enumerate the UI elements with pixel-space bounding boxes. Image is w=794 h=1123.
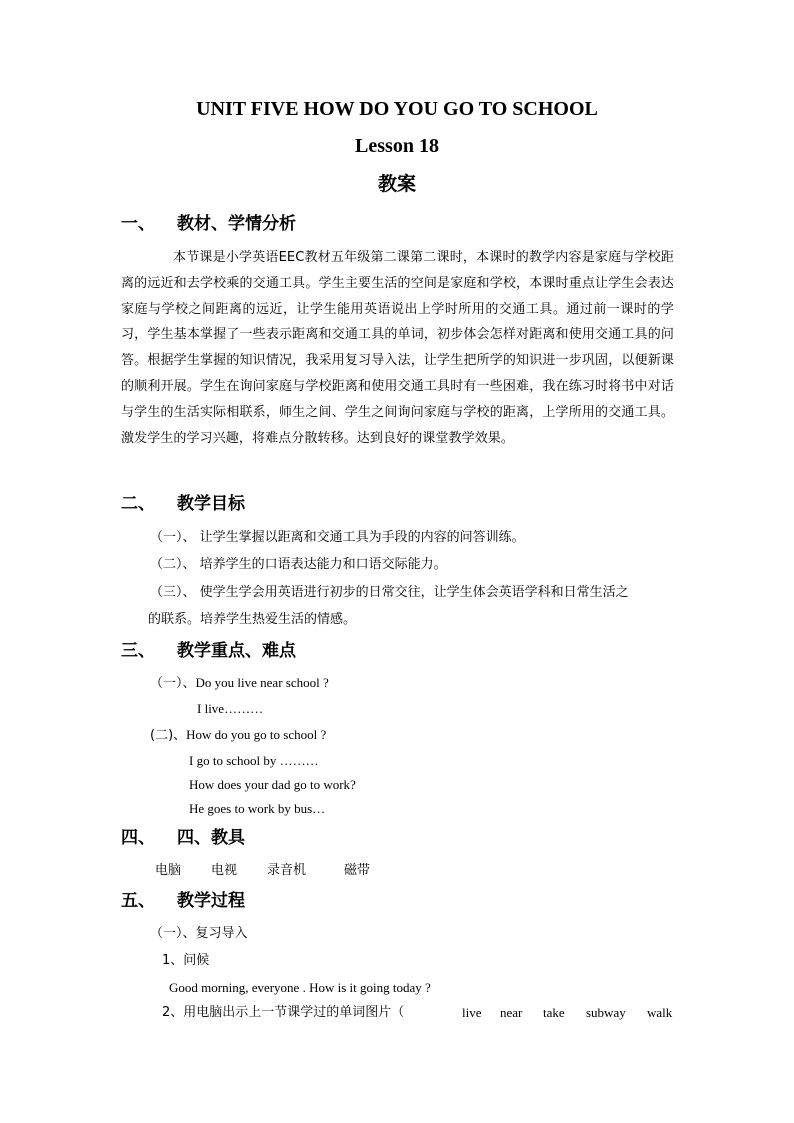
section-title: 教材、学情分析 bbox=[177, 214, 296, 234]
process-substep-2: 2、用电脑出示上一节课学过的单词图片（ bbox=[162, 1005, 405, 1020]
objective-3: （三）、 使学生学会用英语进行初步的日常交往，让学生体会英语学科和日常生活之 bbox=[150, 585, 629, 600]
section-title: 教学过程 bbox=[177, 891, 245, 911]
keypoint-1-answer: I live……… bbox=[197, 701, 264, 716]
section-heading-3 bbox=[121, 639, 296, 663]
analysis-paragraph: 本节课是小学英语EEC教材五年级第二课第二课时，本课时的教学内容是家庭与学校距离的远近和去学校乘的交通工具。学生主要生活的空间是家庭和学校，本课时重点让学生会表达家庭与学校之间距离的远近，让学生能用英语说出上学时所用的交通工具。通过前一课时的学习，学生基本掌握了一些表示距离和交通工具的单词，初步体会怎样对距离和使用交通工具的问答。根据学生掌握的知识情况，我采用复习导入法，让学生把所学的知识进一步巩固，以便新课的顺利开展。学生在询问家庭与学校距离和使用交通工具时有一些困难，我在练习时将书中对话与学生的生活实际相联系，师生之间、学生之间询问家庭与学校的距离，上学所用的交通工具。激发学生的学习兴趣，将难点分散转移。达到良好的课堂教学效果。 bbox=[121, 250, 674, 446]
keypoint-label: （一）、 bbox=[150, 676, 196, 691]
greeting-line: Good morning, everyone . How is it going today ? bbox=[169, 980, 431, 995]
section-heading-4 bbox=[121, 826, 245, 850]
section-heading-5 bbox=[121, 889, 245, 913]
objective-3-continued: 的联系。培养学生热爱生活的情感。 bbox=[148, 612, 357, 627]
section-heading-2 bbox=[121, 492, 245, 516]
doc-type-title: 教案 bbox=[377, 173, 416, 195]
word-item: take bbox=[543, 1005, 565, 1020]
keypoint-2-line: I go to school by ……… bbox=[189, 753, 319, 768]
keypoint-question: How do you go to school ? bbox=[186, 727, 327, 742]
objective-2: （二）、 培养学生的口语表达能力和口语交际能力。 bbox=[150, 557, 447, 572]
teaching-tools bbox=[155, 861, 370, 881]
section-number: 一、 bbox=[121, 214, 155, 234]
keypoint-2-line: He goes to work by bus… bbox=[189, 801, 326, 816]
tool-item: 电视 bbox=[211, 863, 238, 878]
word-item: live bbox=[462, 1005, 482, 1020]
tool-item: 录音机 bbox=[267, 863, 307, 878]
process-substep-1: 1、问候 bbox=[162, 953, 210, 968]
word-item: walk bbox=[647, 1005, 673, 1020]
section-number: 二、 bbox=[121, 494, 155, 514]
keypoint-question: Do you live near school ? bbox=[195, 675, 329, 690]
word-list bbox=[0, 1003, 794, 1023]
keypoint-label: (二)、 bbox=[150, 728, 187, 743]
section-heading-1 bbox=[121, 212, 296, 236]
objective-1: （一）、 让学生掌握以距离和交通工具为手段的内容的问答训练。 bbox=[150, 530, 525, 545]
tool-item: 电脑 bbox=[155, 863, 182, 878]
word-item: subway bbox=[586, 1005, 626, 1020]
section-number: 五、 bbox=[121, 891, 155, 911]
section-number: 四、 bbox=[121, 828, 155, 848]
unit-title: UNIT FIVE HOW DO YOU GO TO SCHOOL bbox=[196, 98, 598, 120]
keypoint-2 bbox=[150, 725, 326, 746]
section-title: 四、教具 bbox=[177, 828, 245, 848]
section-title: 教学目标 bbox=[177, 494, 245, 514]
tool-item: 磁带 bbox=[344, 863, 371, 878]
word-item: near bbox=[500, 1005, 523, 1020]
keypoint-2-line: How does your dad go to work? bbox=[189, 777, 356, 792]
section-number: 三、 bbox=[121, 641, 155, 661]
section-title: 教学重点、难点 bbox=[177, 641, 296, 661]
process-step-1: （一）、复习导入 bbox=[150, 926, 248, 941]
lesson-title: Lesson 18 bbox=[355, 135, 439, 157]
keypoint-1 bbox=[150, 673, 329, 694]
